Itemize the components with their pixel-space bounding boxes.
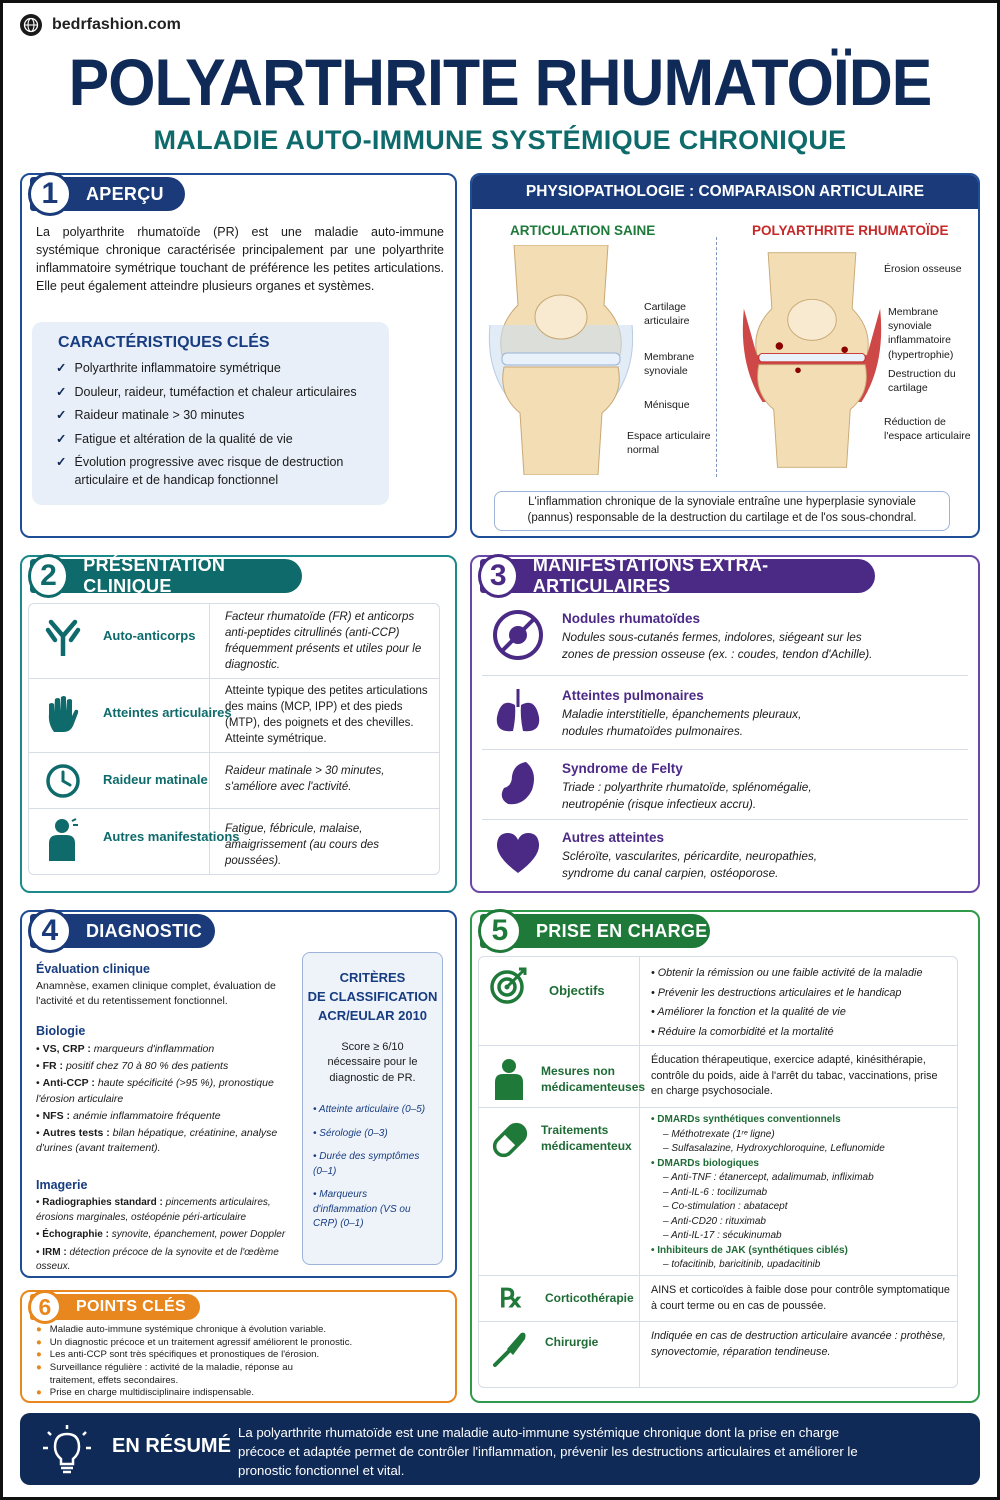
- clock-icon: [43, 759, 83, 803]
- bio-title: Biologie: [36, 1024, 86, 1038]
- row-label: Atteintes pulmonaires: [562, 688, 704, 703]
- row-label: Syndrome de Felty: [562, 761, 683, 776]
- row-text: Atteinte typique des petites articulations des mains (MCP, IPP) et des pieds (MTP), des poignets et des chevilles. Atteinte symétrique.: [225, 685, 428, 745]
- imaging-title: Imagerie: [36, 1178, 88, 1192]
- management-table: [478, 956, 958, 1388]
- key-feature-item: ✓ Polyarthrite inflammatoire symétrique: [56, 360, 376, 378]
- imaging-list: [36, 1196, 306, 1275]
- key-point-item: ● Un diagnostic précoce et un traitement agressif améliorent le pronostic.: [36, 1336, 353, 1348]
- label-cartilage: Cartilage articulaire: [644, 301, 690, 328]
- row-text: Triade : polyarthrite rhumatoïde, splénomégalie, neutropénie (risque infectieux accru).: [562, 780, 812, 812]
- row-text: Facteur rhumatoïde (FR) et anticorps anti-peptides citrullinés (anti-CCP) fréquemment présents et utiles pour le diagnostic.: [225, 611, 422, 671]
- row-text: Scléroïte, vascularites, péricardite, neuropathies, syndrome du canal carpien, ostéoporose.: [562, 849, 818, 881]
- bio-item: • FR : positif chez 70 à 80 % des patients: [36, 1060, 229, 1073]
- check-icon: ✓: [56, 384, 67, 399]
- row-divider: [482, 819, 968, 820]
- treatment-heading: • Inhibiteurs de JAK (synthétiques ciblés): [651, 1244, 848, 1256]
- section-extra-articular: [470, 555, 980, 893]
- check-icon: ✓: [56, 455, 67, 469]
- row-text: Éducation thérapeutique, exercice adapté, kinésithérapie, contrôle du poids, aide à l'arrêt du tabac, vaccinations, prise en charge psychosociale.: [651, 1054, 938, 1098]
- ra-knee-illustration: [742, 245, 882, 475]
- person-icon: [43, 814, 83, 864]
- section-diagnostic: [20, 910, 457, 1278]
- bio-item: • Anti-CCP : haute spécificité (>95 %), pronostique l'érosion articulaire: [36, 1077, 274, 1105]
- label-reduction: Réduction de l'espace articulaire: [884, 416, 971, 443]
- section-4-tab: [30, 914, 215, 948]
- summary-text: La polyarthrite rhumatoïde est une maladie auto-immune systémique chronique dont la prise en charge précoce et adaptée permet de contrôler l'inflammation, prévenir les destructions articulaires et améliorer le pronostic fonctionnel et vital.: [238, 1425, 858, 1479]
- key-features-title: CARACTÉRISTIQUES CLÉS: [58, 334, 270, 351]
- criteria-box: [302, 952, 443, 1265]
- row-label: Raideur matinale: [103, 772, 208, 787]
- section-title: APERÇU: [86, 183, 164, 204]
- key-point-item: ● Prise en charge multidisciplinaire indispensable.: [36, 1387, 255, 1399]
- row-label: Auto-anticorps: [103, 628, 196, 643]
- person-icon: [489, 1057, 529, 1101]
- divider: [716, 237, 717, 477]
- row-label: Chirurgie: [545, 1335, 599, 1349]
- label-erosion: Érosion osseuse: [884, 263, 962, 275]
- section-points-cles: [20, 1290, 457, 1403]
- site-name[interactable]: bedrfashion.com: [52, 16, 181, 33]
- treatment-item: – Sulfasalazine, Hydroxychloroquine, Leflunomide: [663, 1143, 885, 1154]
- section-1-tab: [30, 177, 185, 211]
- bio-item: • VS, CRP : marqueurs d'inflammation: [36, 1043, 215, 1055]
- row-text: AINS et corticoïdes à faible dose pour contrôle symptomatique à court terme ou en cas de poussée.: [651, 1284, 950, 1312]
- section-number: 5: [478, 909, 522, 953]
- criteria-score: Score ≥ 6/10 nécessaire pour le diagnostic de PR.: [327, 1040, 418, 1085]
- label-menisque: Ménisque: [644, 399, 690, 411]
- healthy-joint-title: ARTICULATION SAINE: [510, 223, 656, 238]
- treatment-item: – Méthotrexate (1ʳᵉ ligne): [663, 1128, 775, 1140]
- row-divider: [479, 1045, 957, 1046]
- row-divider: [482, 675, 968, 676]
- spleen-icon: [490, 755, 546, 811]
- rx-icon: ℞: [499, 1284, 523, 1314]
- section-6-tab: [30, 1294, 200, 1320]
- treatment-item: – Anti-IL-17 : sécukinumab: [663, 1230, 782, 1241]
- row-text: Maladie interstitielle, épanchements pleuraux, nodules rhumatoïdes pulmonaires.: [562, 707, 802, 739]
- treatment-item: – Anti-CD20 : rituximab: [663, 1215, 766, 1227]
- key-features-box: [32, 322, 389, 505]
- section-prise-en-charge: [470, 910, 980, 1403]
- check-circle-icon: ●: [36, 1336, 42, 1348]
- treatment-heading: • DMARDs synthétiques conventionnels: [651, 1114, 841, 1125]
- imaging-item: • Échographie : synovite, épanchement, power Doppler: [36, 1229, 286, 1240]
- row-text: Nodules sous-cutanés fermes, indolores, siégeant sur les zones de pression osseuse (ex. : coudes, tendon d'Achille).: [562, 630, 873, 662]
- label-membrane-inflam: Membrane synoviale inflammatoire (hypertrophie): [888, 306, 954, 361]
- criteria-list: [313, 1103, 434, 1232]
- objective-item: • Améliorer la fonction et la qualité de vie: [651, 1006, 846, 1019]
- section-title: PRÉSENTATION CLINIQUE: [83, 555, 226, 596]
- label-synovial: Membrane synoviale: [644, 351, 695, 378]
- key-feature-item: ✓ Douleur, raideur, tuméfaction et chaleur articulaires: [56, 384, 376, 402]
- section-number: 6: [28, 1290, 62, 1324]
- key-point-item: ● Surveillance régulière : activité de la maladie, réponse au traitement, effets secondaires.: [36, 1361, 293, 1386]
- lightbulb-icon: [40, 1423, 94, 1477]
- section-5-tab: [480, 914, 710, 948]
- imaging-item: • Radiographies standard : pincements articulaires, érosions marginales, ostéopénie péri-articulaire: [36, 1197, 271, 1223]
- row-text: Raideur matinale > 30 minutes, s'améliore avec l'activité.: [225, 765, 385, 793]
- globe-icon: [20, 14, 42, 36]
- treatment-item: – tofacitinib, baricitinib, upadacitinib: [663, 1259, 821, 1270]
- section-3-tab: [480, 555, 875, 596]
- section-presentation: [20, 555, 457, 893]
- criteria-item: • Atteinte articulaire (0–5): [313, 1104, 426, 1116]
- nodule-icon: [490, 607, 546, 663]
- row-text: Indiquée en cas de destruction articulaire avancée : prothèse, synovectomie, réparation tendineuse.: [651, 1330, 946, 1358]
- treatment-item: – Anti-IL-6 : tocilizumab: [663, 1186, 768, 1198]
- check-icon: ✓: [56, 431, 67, 446]
- scalpel-icon: [489, 1327, 533, 1371]
- treatments-list: [651, 1113, 956, 1273]
- label-espace: Espace articulaire normal: [627, 430, 711, 457]
- section-2-tab: [30, 555, 302, 596]
- label-destruction: Destruction du cartilage: [888, 368, 956, 395]
- check-circle-icon: ●: [36, 1361, 42, 1373]
- row-divider: [29, 808, 439, 809]
- summary-title: EN RÉSUMÉ: [112, 1435, 231, 1457]
- objective-item: • Obtenir la rémission ou une faible activité de la maladie: [651, 967, 923, 979]
- row-divider: [479, 1107, 957, 1108]
- row-label: Autres manifestations: [103, 829, 240, 844]
- pill-icon: [487, 1117, 533, 1163]
- clinical-table: [28, 603, 440, 875]
- main-subtitle: MALADIE AUTO-IMMUNE SYSTÉMIQUE CHRONIQUE: [153, 125, 847, 155]
- heart-icon: [490, 825, 546, 881]
- ra-joint-title: POLYARTHRITE RHUMATOÏDE: [752, 223, 949, 238]
- target-icon: [487, 963, 531, 1007]
- row-label: Traitements médicamenteux: [541, 1123, 632, 1154]
- physio-title: PHYSIOPATHOLOGIE : COMPARAISON ARTICULAIRE: [472, 175, 978, 209]
- summary-banner: [20, 1413, 980, 1485]
- row-text: Fatigue, fébricule, malaise, amaigrissement (au cours des poussées).: [225, 823, 380, 867]
- key-feature-item: ✓ Fatigue et altération de la qualité de vie: [56, 431, 376, 449]
- row-divider: [29, 752, 439, 753]
- row-label: Mesures non médicamenteuses: [541, 1064, 646, 1095]
- treatment-item: – Co-stimulation : abatacept: [663, 1201, 788, 1212]
- row-label: Objectifs: [549, 983, 605, 998]
- criteria-item: • Sérologie (0–3): [313, 1127, 388, 1139]
- row-label: Atteintes articulaires: [103, 705, 232, 720]
- row-label: Nodules rhumatoïdes: [562, 611, 701, 626]
- section-title: MANIFESTATIONS EXTRA-ARTICULAIRES: [532, 555, 769, 596]
- antibody-icon: [43, 614, 83, 658]
- criteria-item: • Durée des symptômes (0–1): [313, 1151, 420, 1177]
- key-features-list: [56, 360, 376, 489]
- row-divider: [479, 1321, 957, 1322]
- objective-item: • Réduire la comorbidité et la mortalité: [651, 1025, 834, 1038]
- main-title: POLYARTHRITE RHUMATOÏDE: [68, 45, 932, 119]
- section-number: 1: [28, 172, 72, 216]
- objective-item: • Prévenir les destructions articulaires et le handicap: [651, 986, 902, 999]
- bio-item: • NFS : anémie inflammatoire fréquente: [36, 1109, 221, 1122]
- imaging-item: • IRM : détection précoce de la synovite et de l'œdème osseux.: [36, 1246, 279, 1272]
- criteria-title: CRITÈRES DE CLASSIFICATION ACR/EULAR 2010: [307, 970, 438, 1023]
- bio-list: [36, 1042, 298, 1157]
- key-points-list: [36, 1324, 446, 1400]
- eval-title: Évaluation clinique: [36, 962, 150, 976]
- hand-icon: [43, 692, 83, 736]
- row-divider: [479, 1275, 957, 1276]
- check-circle-icon: ●: [36, 1387, 42, 1399]
- objectives-list: [651, 966, 951, 1041]
- check-icon: ✓: [56, 361, 67, 375]
- site-header: [20, 14, 181, 36]
- section-number: 2: [28, 554, 69, 598]
- criteria-item: • Marqueurs d'inflammation (VS ou CRP) (0–1): [313, 1189, 411, 1230]
- eval-text: Anamnèse, examen clinique complet, évaluation de l'activité et du retentissement fonctionnel.: [36, 980, 276, 1008]
- treatment-heading: • DMARDs biologiques: [651, 1157, 759, 1169]
- bio-item: • Autres tests : bilan hépatique, créatinine, analyse d'urines (avant traitement).: [36, 1127, 278, 1155]
- section-apercu: [20, 173, 457, 538]
- section-title: POINTS CLÉS: [76, 1298, 186, 1315]
- section-title: DIAGNOSTIC: [86, 920, 203, 941]
- check-circle-icon: ●: [36, 1349, 42, 1361]
- row-label: Corticothérapie: [545, 1291, 634, 1305]
- key-point-item: ● Maladie auto-immune systémique chronique à évolution variable.: [36, 1324, 327, 1335]
- check-icon: ✓: [56, 408, 67, 422]
- row-label: Autres atteintes: [562, 830, 665, 845]
- section-number: 3: [478, 554, 519, 598]
- treatment-item: – Anti-TNF : étanercept, adalimumab, infliximab: [663, 1172, 874, 1183]
- key-point-item: ● Les anti-CCP sont très spécifiques et pronostiques de l'érosion.: [36, 1349, 320, 1361]
- key-feature-item: ✓ Évolution progressive avec risque de destruction articulaire et de handicap fonctionnel: [56, 454, 376, 489]
- section-number: 4: [28, 909, 72, 953]
- lungs-icon: [490, 683, 546, 739]
- healthy-knee-illustration: [486, 245, 636, 475]
- physio-note: L'inflammation chronique de la synoviale entraîne une hyperplasie synoviale (pannus) responsable de la destruction du cartilage et de l'os sous-chondral.: [494, 491, 950, 531]
- section-physiopathology: [470, 173, 980, 538]
- section-title: PRISE EN CHARGE: [536, 920, 708, 941]
- column-divider: [639, 957, 640, 1387]
- check-circle-icon: ●: [36, 1324, 42, 1335]
- key-feature-item: ✓ Raideur matinale > 30 minutes: [56, 407, 376, 425]
- apercu-intro: La polyarthrite rhumatoïde (PR) est une maladie auto-immune systémique chronique caractérisée principalement par une polyarthrite inflammatoire symétrique touchant de préférence les petites articulations. Elle peut également atteindre plusieurs organes et systèmes.: [36, 225, 444, 294]
- row-divider: [29, 678, 439, 679]
- row-divider: [482, 749, 968, 750]
